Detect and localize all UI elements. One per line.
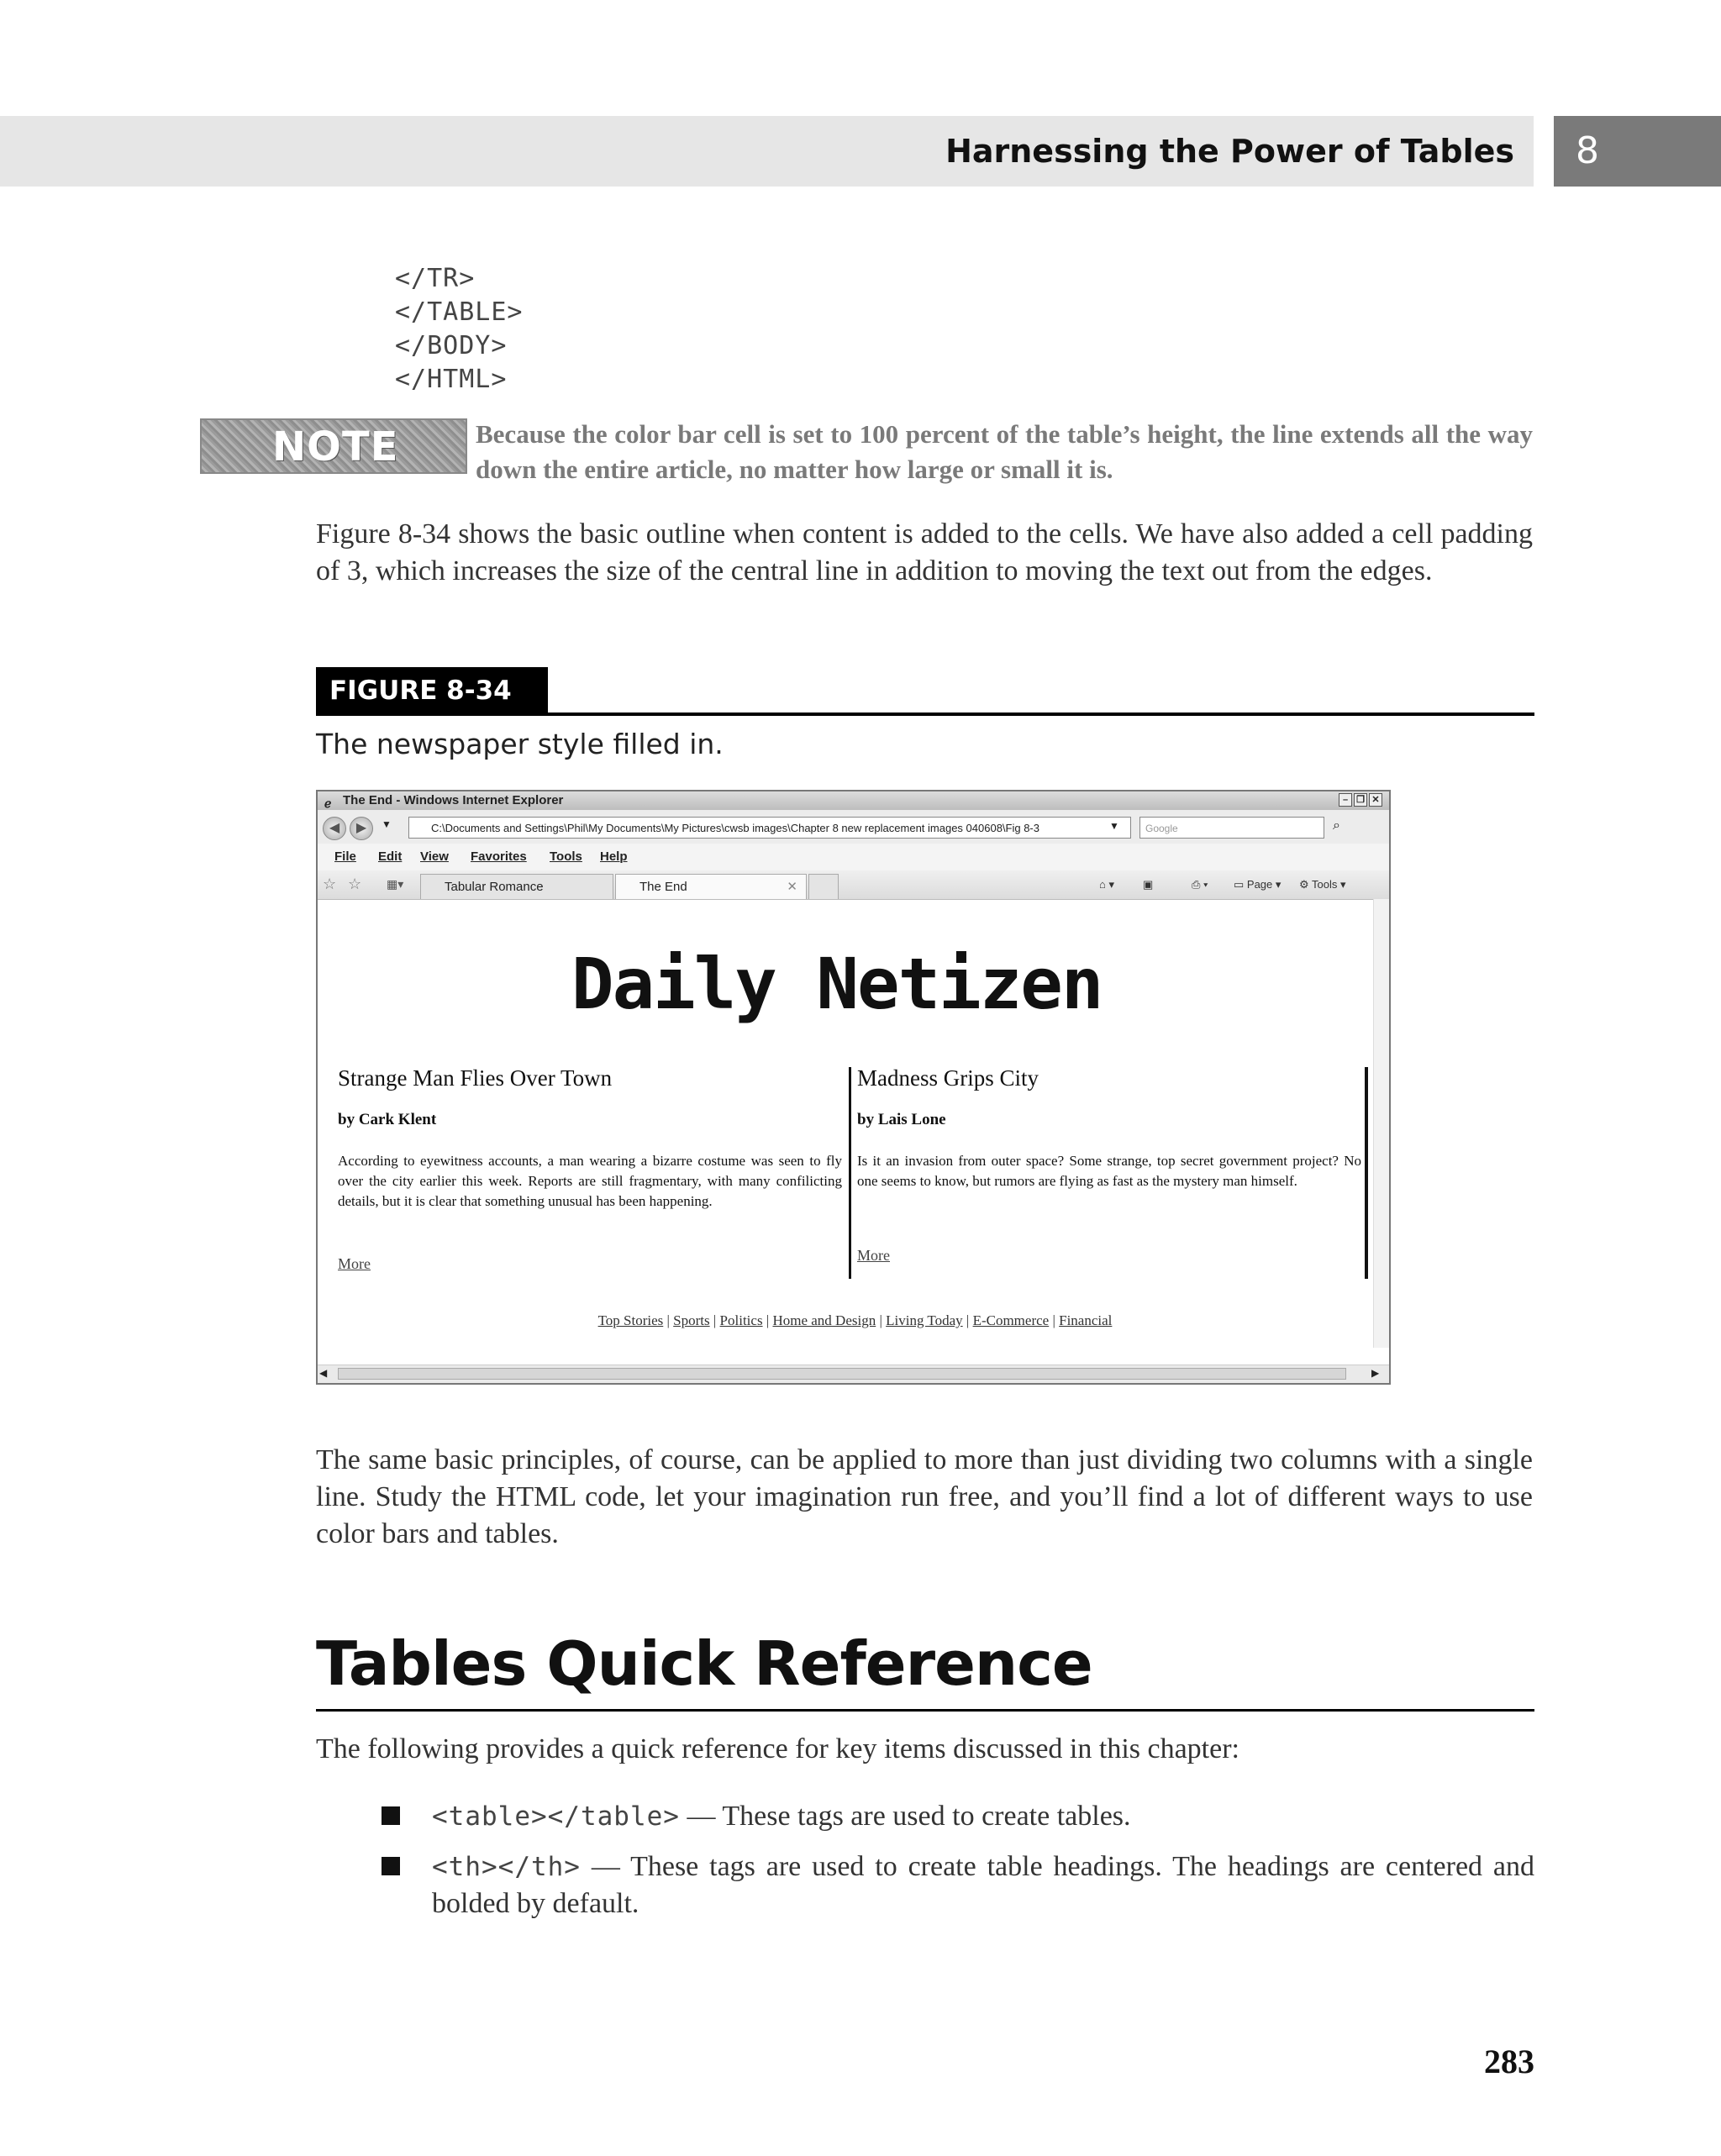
browser-title-bar [318,791,1389,810]
page-number: 283 [1484,2043,1534,2080]
chapter-number-tab: 8 [1554,116,1721,187]
footer-link-sports[interactable]: Sports [673,1312,710,1328]
browser-screenshot [316,790,1391,1385]
minimize-icon[interactable]: – [1339,793,1352,807]
figure-label: FIGURE 8-34 [316,667,548,714]
footer-link-home-design[interactable]: Home and Design [772,1312,876,1328]
list-item-text: — These tags are used to create tables. [679,1801,1131,1832]
menu-file[interactable]: File [334,849,356,864]
restore-icon[interactable]: ❐ [1354,793,1367,807]
tab-tabular-romance[interactable]: Tabular Romance [420,874,613,899]
footer-link-financial[interactable]: Financial [1059,1312,1113,1328]
code-line: </HTML> [395,365,508,394]
footer-nav: Top Stories | Sports | Politics | Home and Design | Living Today | E-Commerce | Financial [597,1312,1113,1328]
address-dropdown-icon[interactable]: ▼ [1109,820,1119,832]
footer-link-politics[interactable]: Politics [719,1312,763,1328]
right-more-link[interactable]: More [857,1247,890,1264]
menu-edit[interactable]: Edit [378,849,403,864]
list-item-code: <th></th> [432,1852,581,1882]
feeds-icon[interactable]: ▣ [1143,878,1154,891]
section-intro: The following provides a quick reference for key items discussed in this chapter: [316,1733,1239,1764]
body-paragraph: Figure 8-34 shows the basic outline when content is added to the cells. We have also added a cell padding of 3, which increases the size of the central line in addition to moving the text out from the edges. [316,518,1533,586]
browser-title: The End - Windows Internet Explorer [343,793,564,807]
scroll-left-icon[interactable]: ◀ [319,1367,328,1379]
menu-tools[interactable]: Tools [550,849,582,864]
page-menu-button[interactable]: ▭ Page ▾ [1234,878,1282,891]
list-item-code: <table></table> [432,1801,680,1832]
section-title: Tables Quick Reference [316,1628,1092,1699]
right-byline: by Lais Lone [857,1111,946,1128]
footer-link-living-today[interactable]: Living Today [886,1312,963,1328]
quick-tabs-icon[interactable]: ▦▾ [387,877,404,891]
vertical-scrollbar[interactable] [1373,899,1389,1348]
tab-the-end[interactable]: The End ✕ [615,874,807,899]
bullet-icon [382,1857,400,1875]
menu-help[interactable]: Help [600,849,628,864]
right-headline: Madness Grips City [857,1065,1039,1091]
right-article-body: Is it an invasion from outer space? Some strange, top secret government project? No one seems to know, but rumors are flying as fast as the mystery man himself. [857,1153,1361,1189]
scroll-right-icon[interactable]: ▶ [1371,1367,1380,1379]
color-bar-divider [849,1067,851,1279]
tab-bar [318,870,1389,900]
code-line: </TABLE> [395,297,524,327]
address-field[interactable]: C:\Documents and Settings\Phil\My Documents\My Pictures\cwsb images\Chapter 8 new replacement images 040608\Fig 8-3 [408,817,1131,839]
footer-link-top-stories[interactable]: Top Stories [597,1312,664,1328]
list-item [432,1848,1534,1922]
right-edge-bar [1365,1067,1368,1279]
figure-rule [316,713,1534,716]
forward-icon[interactable]: ▶ [350,817,373,840]
figure-caption: The newspaper style filled in. [316,728,724,760]
site-logo: Daily Netizen [571,943,1103,1025]
code-line: </TR> [395,264,476,293]
note-text: Because the color bar cell is set to 100 percent of the table’s height, the line extends all the way down the entire article, no matter how large or small it is. [476,419,1533,484]
address-bar-row [318,810,1389,844]
back-icon[interactable]: ◀ [323,817,346,840]
new-tab-button[interactable] [808,874,839,899]
footer-link-e-commerce[interactable]: E-Commerce [972,1312,1050,1328]
note-label: NOTE [272,423,399,471]
section-rule [316,1709,1534,1712]
ie-logo-icon: ℯ [324,797,332,810]
code-line: </BODY> [395,331,508,360]
menu-view[interactable]: View [420,849,449,864]
close-icon[interactable]: ✕ [1369,793,1382,807]
left-headline: Strange Man Flies Over Town [338,1065,613,1091]
horizontal-scrollbar[interactable] [318,1365,1389,1384]
menu-bar [318,844,1389,871]
body-paragraph: The same basic principles, of course, can be applied to more than just dividing two columns with a single line. Study the HTML code, let your imagination run free, and you’ll find a lot of different ways to use color bars and tables. [316,1444,1533,1549]
running-header-title: Harnessing the Power of Tables [945,133,1514,170]
home-icon[interactable]: ⌂ ▾ [1099,878,1114,891]
tools-menu-button[interactable]: ⚙ Tools ▾ [1299,878,1346,891]
tab-close-icon[interactable]: ✕ [787,880,797,894]
list-item [432,1798,1534,1835]
scroll-thumb[interactable] [338,1368,1346,1380]
bullet-icon [382,1806,400,1825]
search-icon[interactable]: ⌕ [1333,818,1340,833]
search-field[interactable]: Google [1139,817,1324,839]
left-byline: by Cark Klent [338,1111,437,1128]
note-badge [200,418,467,474]
add-favorites-icon[interactable]: ☆ [348,876,362,892]
favorites-star-icon[interactable]: ☆ [323,876,337,892]
menu-favorites[interactable]: Favorites [471,849,527,864]
left-more-link[interactable]: More [338,1255,371,1272]
history-dropdown-icon[interactable]: ▼ [382,818,392,830]
print-icon[interactable]: ⎙ ▾ [1192,878,1208,891]
left-article-body: According to eyewitness accounts, a man wearing a bizarre costume was seen to fly over the city earlier this week. Reports are still fragmentary, with many confilicting details, but it is clear that something unusual has been happening. [338,1153,842,1209]
list-item-text: — These tags are used to create table headings. The headings are centered and bolded by default. [432,1851,1534,1919]
